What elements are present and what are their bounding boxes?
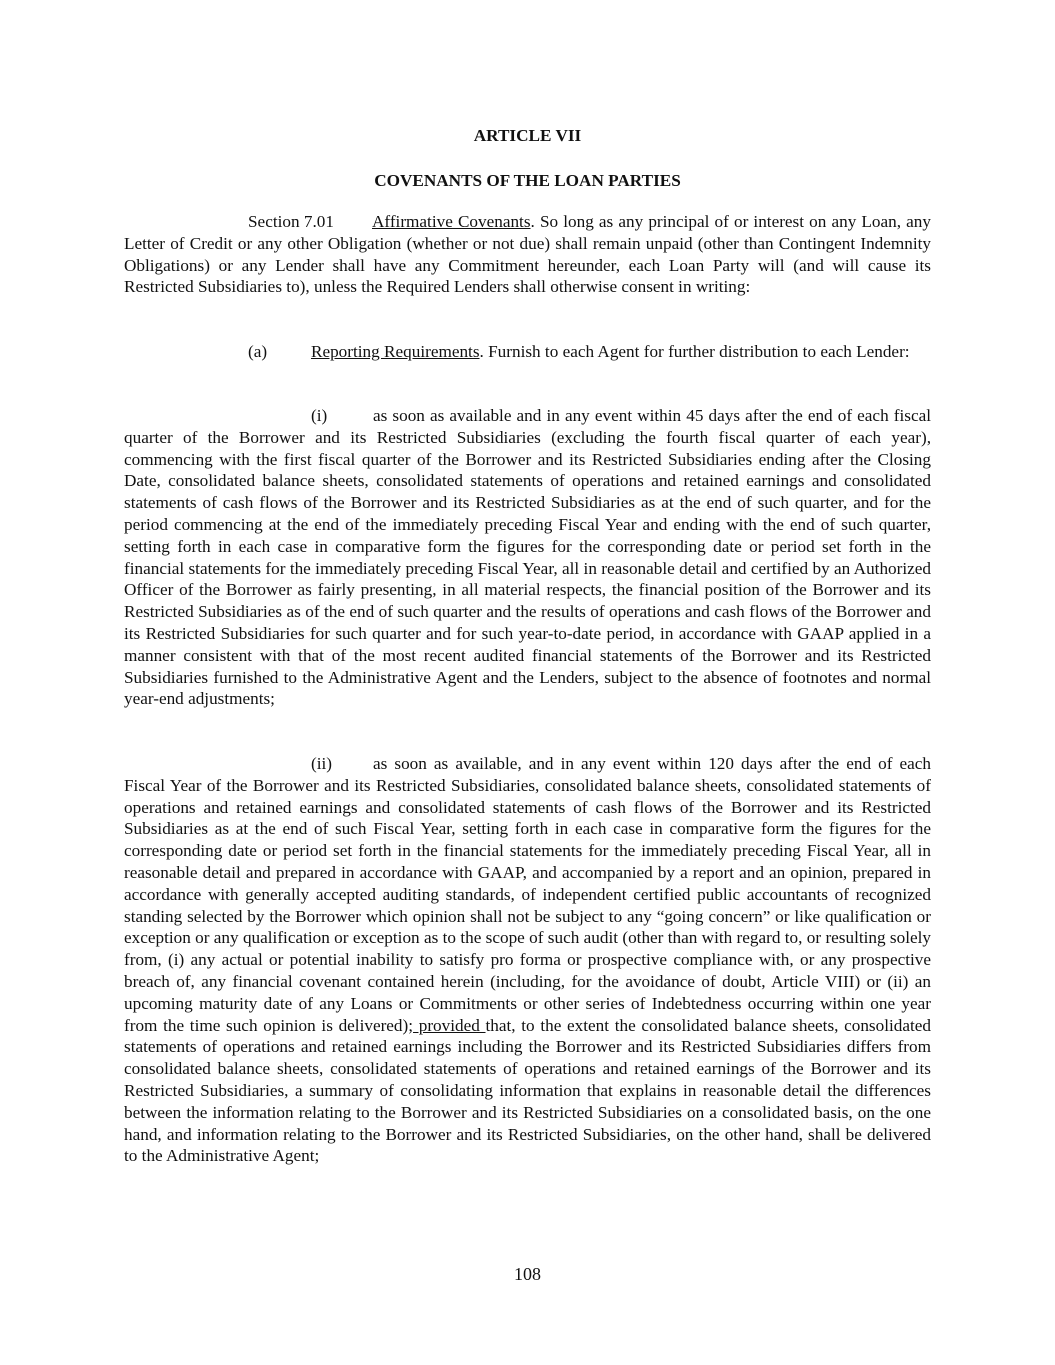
clause-ii-paragraph <box>124 753 931 1167</box>
clause-a-text: . Furnish to each Agent for further distribution to each Lender: <box>479 342 910 361</box>
clause-i-text: as soon as available and in any event within 45 days after the end of each fiscal quarter of the Borrower and its Restricted Subsidiaries (excluding the fourth fiscal quarter of each year), commencing with the first fiscal quarter of the Borrower and its Restricted Subsidiaries ending after the Closing Date, consolidated balance sheets, consolidated statements of operations and retained earnings and consolidated statements of cash flows of the Borrower and its Restricted Subsidiaries as at the end of such quarter, and for the period commencing at the end of the immediately preceding Fiscal Year and ending with the end of such quarter, setting forth in each case in comparative form the figures for the corresponding date or period set forth in the financial statements for the immediately preceding Fiscal Year, all in reasonable detail and certified by an Authorized Officer of the Borrower as fairly presenting, in all material respects, the financial position of the Borrower and its Restricted Subsidiaries as of the end of such quarter and the results of operations and cash flows of the Borrower and its Restricted Subsidiaries for such quarter and for such year-to-date period, in accordance with GAAP applied in a manner consistent with that of the most recent audited financial statements of the Borrower and its Restricted Subsidiaries furnished to the Administrative Agent and the Lenders, subject to the absence of footnotes and normal year-end adjustments; <box>124 406 931 709</box>
clause-ii-label: (ii) <box>311 754 332 773</box>
clause-a-heading: Reporting Requirements <box>311 342 480 361</box>
section-7-01-paragraph <box>124 211 931 298</box>
clause-a-paragraph <box>124 341 931 363</box>
article-title: COVENANTS OF THE LOAN PARTIES <box>374 171 681 190</box>
page-number: 108 <box>514 1264 541 1284</box>
article-number: ARTICLE VII <box>473 126 582 145</box>
section-number: Section 7.01 <box>248 212 334 231</box>
clause-i-label: (i) <box>311 406 328 425</box>
section-text: . So long as any principal of or interest on any Loan, any Letter of Credit or any other Obligation (whether or not due) shall remain unpaid (other than Contingent Indemnity Obligations) or any Lender shall have any Commitment hereunder, each Loan Party will (and will cause its Restricted Subsidiaries to), unless the Required Lenders shall otherwise consent in writing: <box>124 212 931 297</box>
clause-ii-text-before: as soon as available, and in any event within 120 days after the end of each Fiscal Year of the Borrower and its Restricted Subsidiaries, consolidated balance sheets, consolidated statements of operations and retained earnings and consolidated statements of cash flows of the Borrower and its Restricted Subsidiaries as at the end of such Fiscal Year, setting forth in each case in comparative form the figures for the corresponding date or period set forth in the financial statements for the immediately preceding Fiscal Year, all in reasonable detail and prepared in accordance with GAAP, and accompanied by a report and an opinion, prepared in accordance with generally accepted auditing standards, of independent certified public accountants of recognized standing selected by the Borrower which opinion shall not be subject to any “going concern” or like qualification or exception or any qualification or exception as to the scope of such audit (other than with regard to, or resulting solely from, (i) any actual or potential inability to satisfy pro forma or prospective compliance with, or any prospective breach of, any financial covenant contained herein (including, for the avoidance of doubt, Article VIII) or (ii) an upcoming maturity date of any Loans or Commitments or other series of Indebtedness occurring within one year from the time such opinion is delivered); <box>124 754 931 1035</box>
clause-a-label: (a) <box>248 342 268 361</box>
section-heading: Affirmative Covenants <box>372 212 531 231</box>
clause-ii-text-after: that, to the extent the consolidated balance sheets, consolidated statements of operations and retained earnings including the Borrower and its Restricted Subsidiaries differs from consolidated balance sheets, consolidated statements of operations and retained earnings of the Borrower and its Restricted Subsidiaries, a summary of consolidating information that explains in reasonable detail the differences between the information relating to the Borrower and its Restricted Subsidiaries on a consolidated basis, on the one hand, and information relating to the Borrower and its Restricted Subsidiaries, on the other hand, shall be delivered to the Administrative Agent; <box>124 1015 931 1166</box>
clause-i-paragraph <box>124 405 931 710</box>
clause-ii-proviso: provided <box>413 1015 486 1035</box>
